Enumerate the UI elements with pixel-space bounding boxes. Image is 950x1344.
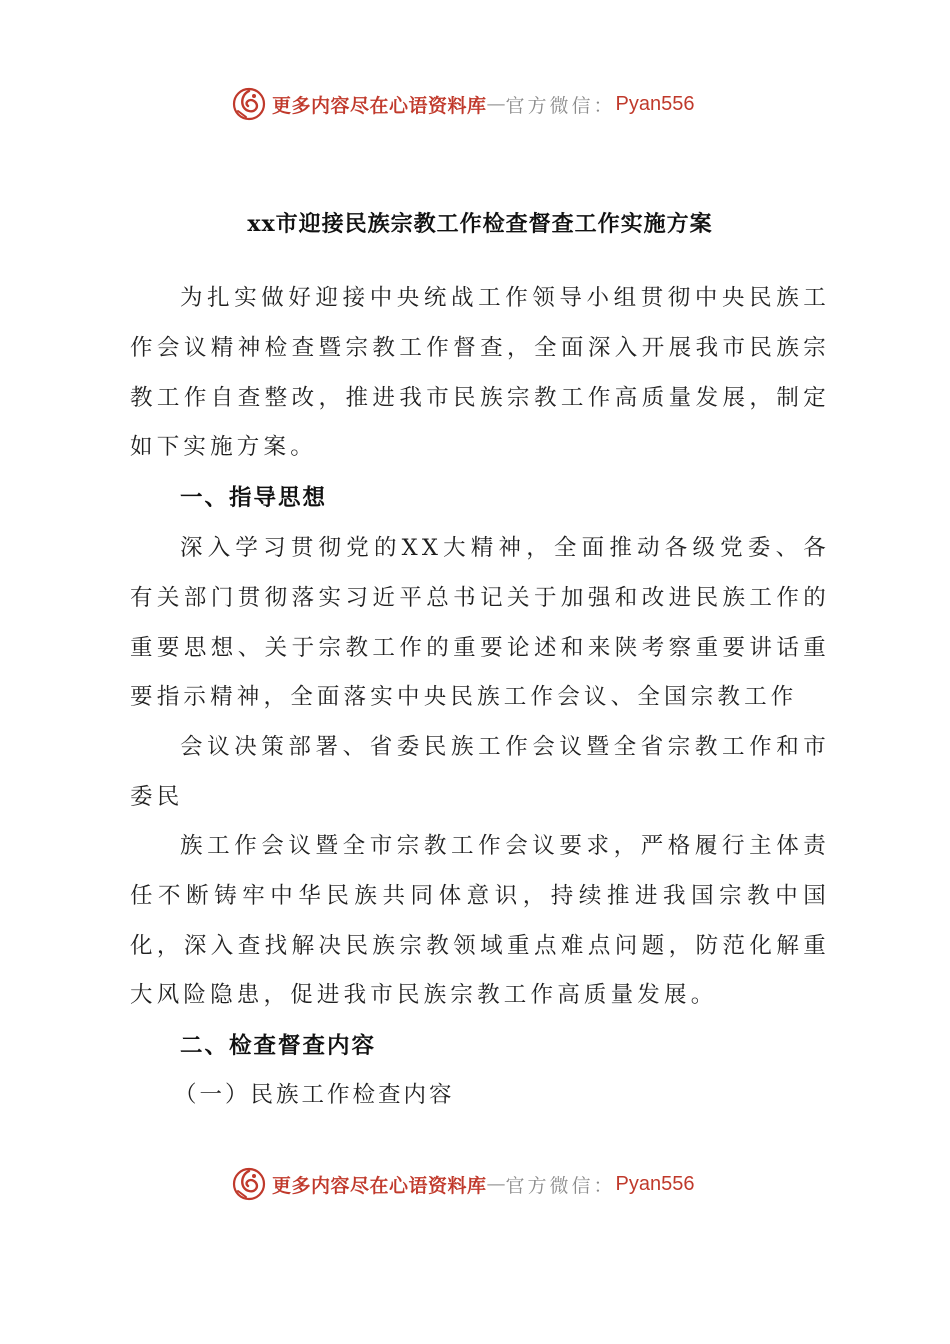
guiding-paragraph-3: 族工作会议暨全市宗教工作会议要求，严格履行主体责任不断铸牢中华民族共同体意识，持续推进我国宗教中国化，深入查找解决民族宗教领域重点难点问题，防范化解重大风险隐患，促进我市民族宗教工作高质量发展。 [130, 833, 830, 1009]
intro-paragraph: 为扎实做好迎接中央统战工作领导小组贯彻中央民族工作会议精神检查暨宗教工作督查，全面深入开展我市民族宗教工作自查整改，推进我市民族宗教工作高质量发展，制定如下实施方案。 [130, 285, 830, 461]
watermark-wechat-label: 官方微信： [505, 94, 616, 117]
watermark-wechat-id: Pyan556 [615, 92, 695, 115]
section-heading-inspection-content: 二、检查督查内容 [180, 1033, 377, 1059]
watermark-banner-top [232, 86, 695, 122]
guiding-paragraph-2: 会议决策部署、省委民族工作会议暨全省宗教工作和市委民 [130, 734, 830, 810]
document-title: xx市迎接民族宗教工作检查督查工作实施方案 [247, 211, 713, 237]
watermark-main-text: 更多内容尽在心语资料库 [272, 1174, 487, 1197]
watermark-wechat-id: Pyan556 [615, 1172, 695, 1195]
subsection-ethnic-work: （一）民族工作检查内容 [174, 1082, 455, 1108]
watermark-banner-bottom [232, 1166, 695, 1202]
section-heading-guiding-ideology: 一、指导思想 [180, 485, 328, 511]
watermark-dash: — [486, 93, 506, 115]
swirl-logo-icon [232, 1167, 266, 1201]
swirl-logo-icon [232, 87, 266, 121]
watermark-wechat-label: 官方微信： [505, 1174, 616, 1197]
watermark-main-text: 更多内容尽在心语资料库 [272, 94, 487, 117]
watermark-dash: — [486, 1173, 506, 1195]
guiding-paragraph-1: 深入学习贯彻党的XX大精神，全面推动各级党委、各有关部门贯彻落实习近平总书记关于加强和改进民族工作的重要思想、关于宗教工作的重要论述和来陕考察重要讲话重要指示精神，全面落实中央民族工作会议、全国宗教工作 [130, 535, 830, 711]
